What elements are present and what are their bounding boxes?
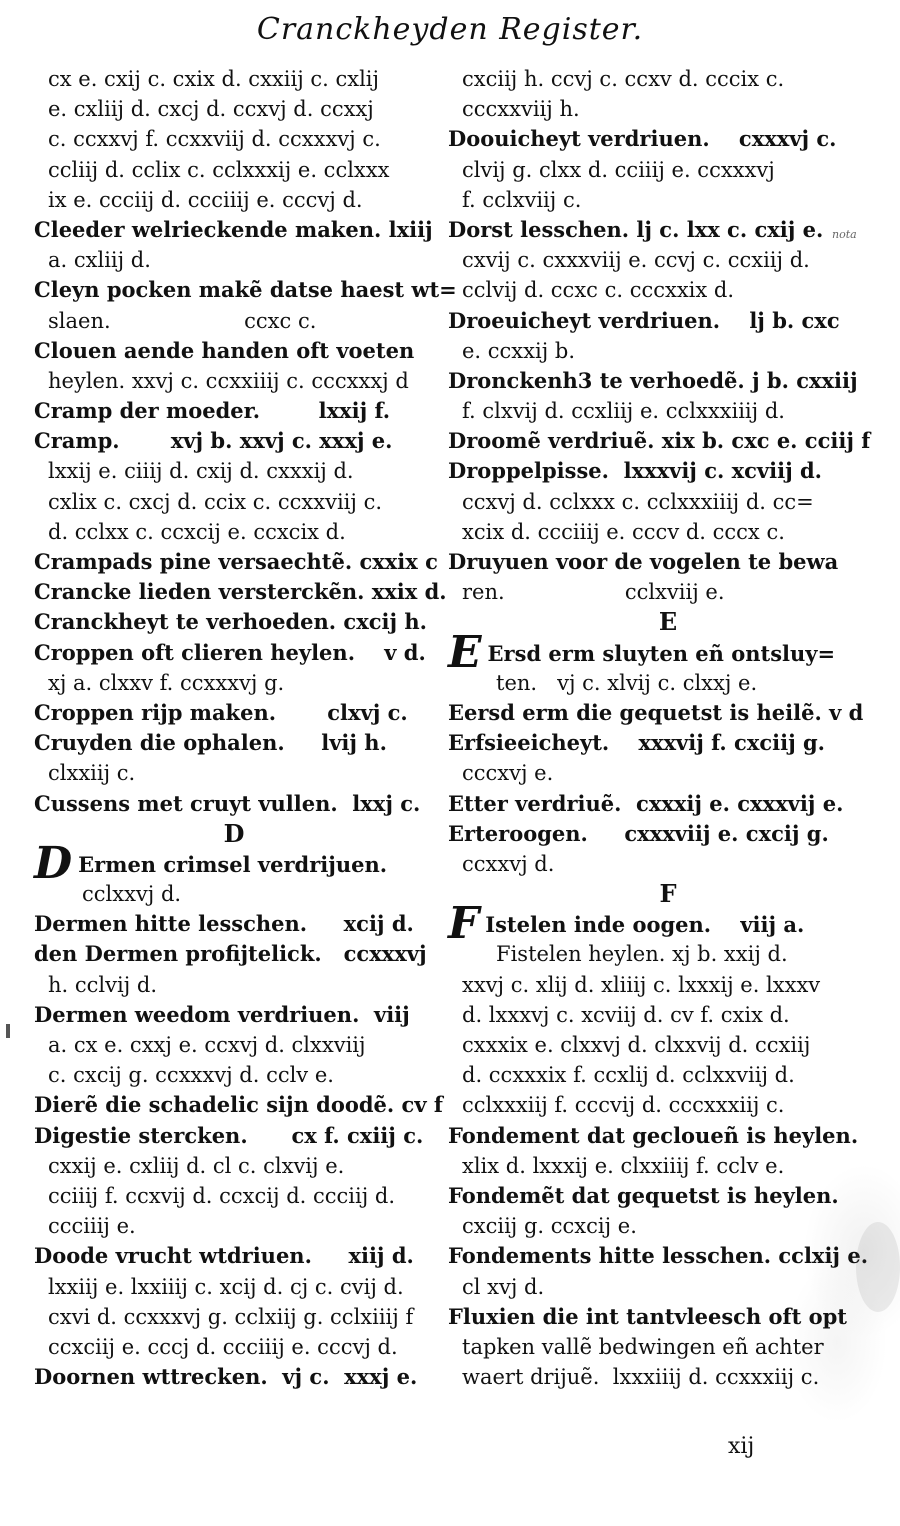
index-entry-continuation: c. ccxxvj f. ccxxviij d. ccxxxvj c. — [48, 127, 381, 152]
index-entry-continuation: xlix d. lxxxij e. clxxiiij f. cclv e. — [462, 1153, 785, 1178]
index-entry-dropcap — [448, 626, 888, 678]
index-entry: Doode vrucht wtdriuen. xiij d. — [34, 1243, 414, 1269]
index-entry-continuation: slaen. ccxc c. — [48, 308, 317, 333]
index-entry: Doornen wttrecken. vj c. xxxj e. — [34, 1364, 418, 1390]
index-entry: Digestie stercken. cx f. cxiij c. — [34, 1122, 424, 1148]
index-entry-continuation: waert drijuẽ. lxxxiiij d. ccxxxiij c. — [462, 1365, 820, 1390]
index-entry-continuation: cxvij c. cxxxviij e. ccvj c. ccxiij d. — [462, 248, 810, 273]
index-entry-continuation: d. ccxxxix f. ccxlij d. cclxxviij d. — [462, 1063, 795, 1088]
index-entry-continuation: ccliij d. cclix c. cclxxxij e. cclxxx — [48, 157, 390, 182]
index-entry-continuation: ren. cclxviij e. — [462, 580, 725, 605]
index-entry: Clouen aende handen oft voeten — [34, 337, 415, 363]
index-entry: Druyuen voor de vogelen te bewa — [448, 549, 839, 574]
index-entry-continuation: ccciiij e. — [48, 1214, 136, 1239]
index-entry: Cruyden die ophalen. lvij h. — [34, 730, 387, 756]
index-entry-continuation: a. cxliij d. — [48, 248, 151, 273]
index-entry: den Dermen profijtelick. ccxxxvj — [34, 941, 427, 967]
index-entry-continuation: cxlix c. cxcj d. ccix c. ccxxviij c. — [48, 489, 383, 514]
index-entry-continuation: f. cclxviij c. — [462, 187, 582, 212]
index-entry-continuation: lxxiij e. lxxiiij c. xcij d. cj c. cvij d. — [48, 1274, 404, 1299]
index-entry-continuation: cxciij g. ccxcij e. — [462, 1214, 637, 1239]
entry-text: Istelen inde oogen. viij a. — [485, 912, 805, 938]
index-entry-continuation: h. cclvij d. — [48, 972, 157, 997]
index-entry-continuation: cx e. cxij c. cxix d. cxxiij c. cxlij — [48, 67, 380, 91]
index-entry-continuation: cxxxix e. clxxvj d. clxxvij d. ccxiij — [462, 1033, 811, 1057]
index-entry-continuation: xcix d. ccciiij e. cccv d. cccx c. — [462, 519, 785, 544]
index-entry-continuation: xj a. clxxv f. ccxxxvj g. — [48, 670, 285, 695]
index-entry: Eersd erm die gequetst is heilẽ. v d — [448, 699, 864, 725]
index-entry: Dorst lesschen. lj c. lxx c. cxij e. — [448, 216, 824, 242]
index-entry: Droeuicheyt verdriuen. lj b. cxc — [448, 307, 840, 333]
index-entry: Croppen oft clieren heylen. v d. — [34, 639, 426, 665]
section-letter: E — [658, 607, 678, 637]
index-entry-continuation: d. cclxx c. ccxcij e. ccxcix d. — [48, 519, 346, 544]
index-entry: Crampads pine versaechtẽ. cxxix c — [34, 549, 438, 574]
index-entry-continuation: ten. vj c. xlvij c. clxxj e. — [496, 670, 758, 695]
index-entry: Croppen rijp maken. clxvj c. — [34, 699, 408, 725]
index-entry: Droppelpisse. lxxxvij c. xcviij d. — [448, 458, 822, 484]
index-entry: Erteroogen. cxxxviij e. cxcij g. — [448, 820, 829, 846]
index-entry: Dermen weedom verdriuen. viij — [34, 1001, 410, 1027]
index-entry: Dronckenh3 te verhoedẽ. j b. cxxiij — [448, 367, 858, 393]
section-letter: D — [223, 818, 245, 848]
index-entry-continuation: cclxxvj d. — [82, 882, 182, 907]
index-entry-continuation: c. cxcij g. ccxxxvj d. cclv e. — [48, 1063, 334, 1088]
index-entry: Fondement dat gecloueñ is heylen. — [448, 1122, 859, 1148]
index-entry-continuation: cccxvj e. — [462, 761, 554, 786]
index-entry: Cramp der moeder. lxxij f. — [34, 398, 391, 424]
edge-mark — [6, 1024, 10, 1038]
index-entry-continuation: a. cx e. cxxj e. ccxvj d. clxxviij — [48, 1033, 366, 1057]
index-entry-continuation: cl xvj d. — [462, 1274, 545, 1299]
entry-text: Ersd erm sluyten eñ ontsluy= — [487, 640, 836, 666]
drop-capital: E — [448, 626, 482, 678]
index-entry-continuation: cxxij e. cxliij d. cl c. clxvij e. — [48, 1153, 345, 1178]
index-entry-dropcap — [34, 837, 434, 889]
index-entry-continuation: clxxiij c. — [48, 761, 136, 786]
index-entry-continuation: cxvi d. ccxxxvj g. cclxiij g. cclxiiij f — [48, 1304, 414, 1329]
index-entry: Droomẽ verdriuẽ. xix b. cxc e. cciij f — [448, 428, 871, 454]
paper-stain — [856, 1222, 900, 1312]
index-entry: Cranckheyt te verhoeden. cxcij h. — [34, 609, 427, 635]
index-column-right — [448, 64, 888, 1392]
section-letter: F — [659, 879, 677, 909]
index-entry: Dermen hitte lesschen. xcij d. — [34, 911, 414, 937]
margin-note: nota — [832, 228, 857, 241]
index-entry: Cleyn pocken makẽ datse haest wt= — [34, 277, 457, 303]
index-entry-continuation: lxxij e. ciiij d. cxij d. cxxxij d. — [48, 459, 354, 484]
index-entry-continuation: cclvij d. ccxc c. cccxxix d. — [462, 278, 735, 303]
index-entry-dropcap — [448, 898, 888, 950]
index-entry: Fondements hitte lesschen. cclxij e. — [448, 1243, 868, 1269]
drop-capital: D — [34, 837, 73, 889]
index-entry-continuation: e. ccxxij b. — [462, 338, 576, 363]
index-entry-continuation: d. lxxxvj c. xcviij d. cv f. cxix d. — [462, 1002, 790, 1027]
index-entry: Fluxien die int tantvleesch oft opt — [448, 1303, 847, 1329]
index-entry-continuation: xxvj c. xlij d. xliiij c. lxxxij e. lxxxv — [462, 972, 821, 997]
page-title: Cranckheyden Register. — [256, 12, 644, 47]
index-entry-continuation: cxciij h. ccvj c. ccxv d. cccix c. — [462, 67, 785, 91]
index-entry: Cleeder welrieckende maken. lxiij — [34, 216, 433, 242]
index-entry-continuation: ix e. ccciij d. ccciiij e. cccvj d. — [48, 187, 363, 212]
index-entry: Fondemẽt dat gequetst is heylen. — [448, 1182, 839, 1208]
index-entry-continuation: cciiij f. ccxvij d. ccxcij d. ccciij d. — [48, 1183, 396, 1208]
index-entry-continuation: cccxxviij h. — [462, 97, 580, 122]
index-column-left — [34, 64, 457, 1392]
index-entry-continuation: heylen. xxvj c. ccxxiiij c. cccxxxj d — [48, 368, 409, 393]
index-entry-continuation: tapken vallẽ bedwingen eñ achter — [462, 1334, 824, 1359]
index-entry-continuation: Fistelen heylen. xj b. xxij d. — [496, 942, 788, 967]
entry-text: Ermen crimsel verdrijuen. — [78, 851, 388, 877]
index-entry: Erfsieeicheyt. xxxvij f. cxciij g. — [448, 730, 825, 756]
index-entry-continuation: ccxvj d. cclxxx c. cclxxxiiij d. cc= — [462, 489, 814, 514]
index-entry: Etter verdriuẽ. cxxxij e. cxxxvij e. — [448, 790, 844, 816]
index-entry: Dierẽ die schadelic sijn doodẽ. cv f — [34, 1092, 443, 1118]
index-entry: Crancke lieden versterckẽn. xxix d. — [34, 579, 447, 605]
drop-capital: F — [448, 898, 480, 950]
index-entry-continuation: cclxxxiij f. cccvij d. cccxxxiij c. — [462, 1093, 785, 1118]
index-entry-continuation: e. cxliij d. cxcj d. ccxvj d. ccxxj — [48, 97, 374, 122]
signature-mark: xij — [728, 1434, 755, 1459]
index-entry: Cussens met cruyt vullen. lxxj c. — [34, 790, 421, 816]
index-entry-continuation: f. clxvij d. ccxliij e. cclxxxiiij d. — [462, 399, 785, 424]
index-entry-continuation: clvij g. clxx d. cciiij e. ccxxxvj — [462, 157, 775, 182]
index-entry-continuation: ccxxvj d. — [462, 851, 555, 876]
index-entry: Cramp. xvj b. xxvj c. xxxj e. — [34, 428, 393, 454]
index-entry: Doouicheyt verdriuen. cxxxvj c. — [448, 126, 837, 152]
index-entry-continuation: ccxciij e. cccj d. ccciiij e. cccvj d. — [48, 1334, 398, 1359]
